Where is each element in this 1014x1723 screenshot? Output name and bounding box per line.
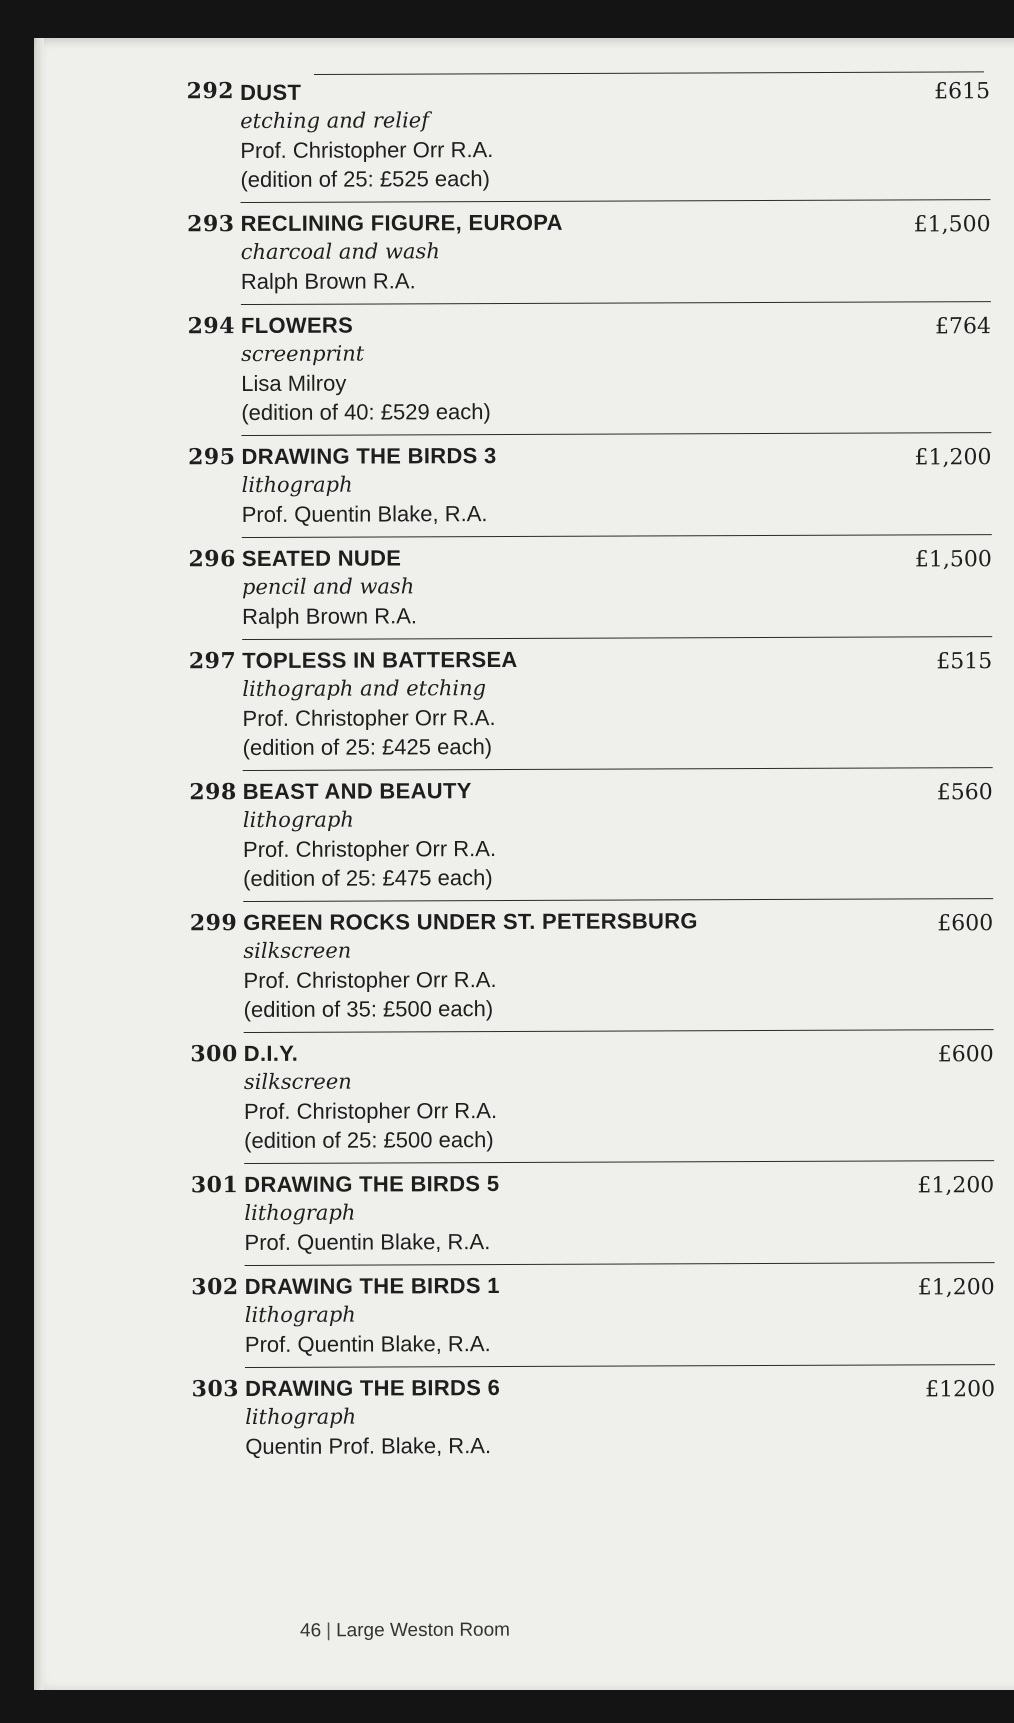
entry-artist: Quentin Prof. Blake, R.A. <box>245 1433 492 1459</box>
catalogue-entry <box>187 301 992 435</box>
entry-title: FLOWERS <box>240 312 354 338</box>
entry-title: RECLINING FIGURE, EUROPA <box>240 209 563 236</box>
catalogue-entry <box>190 1029 994 1163</box>
entry-medium: lithograph <box>242 807 354 832</box>
page-edge-shadow <box>36 38 44 1690</box>
catalogue-entry <box>188 636 993 770</box>
entry-artist: Prof. Quentin Blake, R.A. <box>244 1331 491 1357</box>
entry-price: £1200 <box>925 1377 996 1403</box>
entry-number: 295 <box>187 444 236 471</box>
entry-title: GREEN ROCKS UNDER ST. PETERSBURG <box>243 908 698 935</box>
entry-edition: (edition of 25: £425 each) <box>242 734 493 760</box>
entry-number: 293 <box>187 211 235 238</box>
entry-edition: (edition of 25: £475 each) <box>243 865 493 891</box>
catalogue-entry <box>191 1262 995 1367</box>
entry-medium: lithograph <box>241 472 353 497</box>
entry-number: 292 <box>186 78 235 105</box>
entry-title: DRAWING THE BIRDS 6 <box>245 1375 501 1401</box>
entry-price: £1,500 <box>914 547 992 573</box>
entry-medium: lithograph <box>245 1404 357 1429</box>
entry-number: 299 <box>189 910 238 937</box>
entry-edition: (edition of 25: £500 each) <box>244 1127 494 1153</box>
catalogue-entry <box>187 199 991 304</box>
entry-artist: Ralph Brown R.A. <box>240 268 416 294</box>
entry-number: 303 <box>191 1376 240 1403</box>
catalogue-entry <box>190 1160 995 1265</box>
entry-medium: screenprint <box>241 341 365 366</box>
entry-number: 296 <box>188 546 236 573</box>
entry-title: SEATED NUDE <box>241 545 402 571</box>
entry-title: DUST <box>240 79 302 105</box>
entry-artist: Prof. Christopher Orr R.A. <box>243 967 497 993</box>
entry-artist: Lisa Milroy <box>241 370 347 396</box>
entry-price: £615 <box>934 79 991 105</box>
entry-price: £600 <box>937 911 994 937</box>
entry-price: £1,200 <box>917 1173 995 1199</box>
entry-medium: silkscreen <box>243 1069 352 1094</box>
entry-number: 294 <box>187 313 236 340</box>
catalogue-entry <box>186 67 991 202</box>
entry-artist: Prof. Christopher Orr R.A. <box>243 1098 498 1124</box>
entry-artist: Ralph Brown R.A. <box>242 603 418 629</box>
entry-title: DRAWING THE BIRDS 1 <box>244 1273 500 1299</box>
entry-artist: Prof. Christopher Orr R.A. <box>242 836 497 862</box>
entry-artist: Prof. Christopher Orr R.A. <box>242 705 496 731</box>
entry-medium: silkscreen <box>243 938 352 963</box>
entry-price: £515 <box>936 649 993 675</box>
entry-medium: lithograph and etching <box>242 676 487 701</box>
entry-number: 301 <box>190 1172 239 1199</box>
catalogue-entry <box>189 767 993 901</box>
entry-medium: pencil and wash <box>241 574 415 599</box>
entry-medium: etching and relief <box>240 108 430 133</box>
entry-price: £560 <box>936 780 993 806</box>
entry-number: 297 <box>188 648 237 675</box>
catalogue-entry <box>191 1364 996 1469</box>
entry-medium: charcoal and wash <box>240 239 440 264</box>
entry-edition: (edition of 40: £529 each) <box>241 399 491 425</box>
entry-price: £764 <box>934 314 992 340</box>
entry-price: £1,200 <box>917 1275 995 1301</box>
entry-price: £600 <box>937 1042 994 1068</box>
entry-title: DRAWING THE BIRDS 3 <box>241 443 497 469</box>
entry-medium: lithograph <box>244 1200 356 1225</box>
entry-artist: Prof. Christopher Orr R.A. <box>240 137 494 163</box>
entry-artist: Prof. Quentin Blake, R.A. <box>244 1229 491 1255</box>
page-footer <box>300 1620 510 1643</box>
room-name: Large Weston Room <box>336 1619 511 1642</box>
entry-number: 298 <box>189 779 237 806</box>
entry-price: £1,200 <box>914 445 992 471</box>
footer-separator: | <box>326 1620 332 1642</box>
page-number: 46 <box>299 1620 322 1642</box>
entry-title: TOPLESS IN BATTERSEA <box>242 646 518 673</box>
entry-edition: (edition of 35: £500 each) <box>243 996 494 1022</box>
catalogue-entry <box>189 898 994 1032</box>
entry-number: 300 <box>190 1041 238 1068</box>
catalogue-list <box>186 67 996 1469</box>
catalogue-entry <box>188 534 992 639</box>
entry-edition: (edition of 25: £525 each) <box>240 166 490 192</box>
entry-number: 302 <box>191 1274 239 1301</box>
entry-title: DRAWING THE BIRDS 5 <box>244 1171 500 1197</box>
entry-medium: lithograph <box>244 1302 356 1327</box>
entry-title: D.I.Y. <box>243 1040 299 1066</box>
entry-price: £1,500 <box>913 212 991 238</box>
entry-title: BEAST AND BEAUTY <box>242 778 472 804</box>
catalogue-entry <box>187 432 992 537</box>
entry-artist: Prof. Quentin Blake, R.A. <box>241 501 488 527</box>
